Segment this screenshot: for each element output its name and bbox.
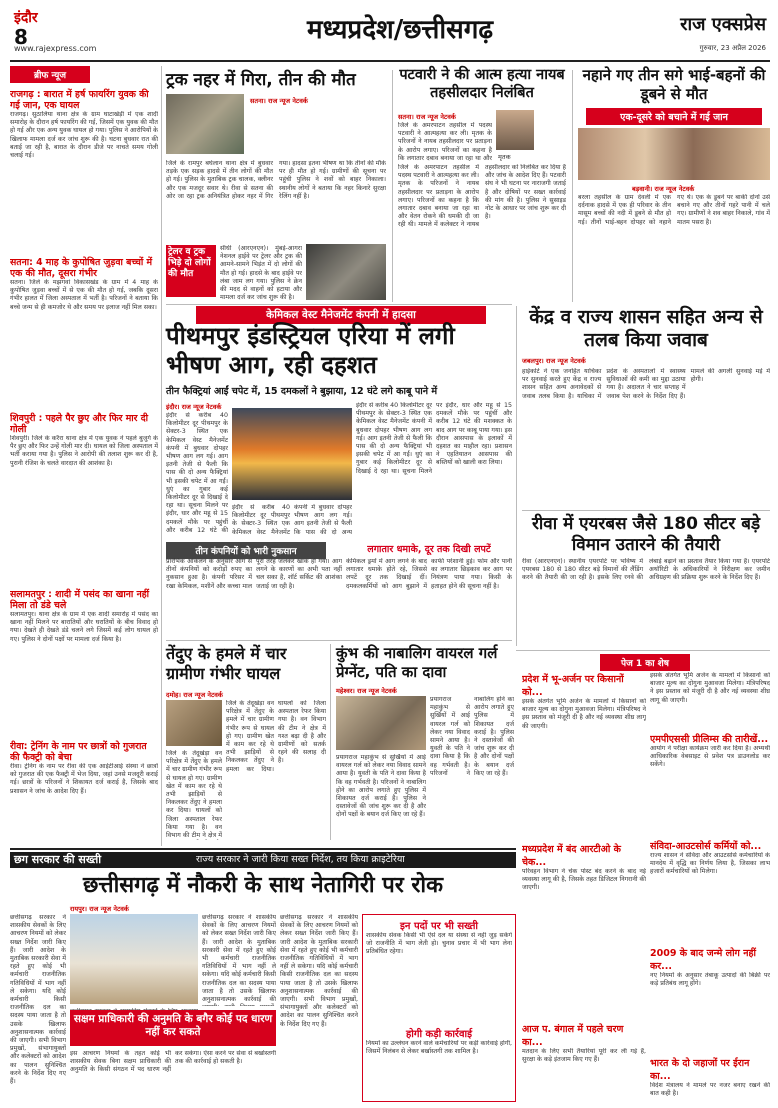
truck-body: जिले के रामपुर बघेलान थाना क्षेत्र में बुधवार तड़के एक सड़क हादसे में तीन लोगों की मौत हो गई। पुलिस के मुताबिक ट्रक चालक, क्लीनर और एक मजदूर सवार थे। रीवा से सतना की ओर जा रहा ट्रक अनियंत्रित होकर नहर में गिर गया। हादसा इतना भीषण था कि तीनों की मौके पर ही मौत हो गई। ग्रामीणों की सूचना पर पहुंची पुलिस ने शवों को बाहर निकाला। स्थानीय लोगों ने बताया कि नहर किनारे सुरक्षा रेलिंग नहीं है। [166, 160, 386, 200]
rewa-body: रीवा (आरएनएन)। स्थानीय एयरपोर्ट पर भविष्य में एयरबस 180 से 180 सीटर बड़े विमानों की लैंडिंग करने की तैयारी की जा रही है। इसके लिए रनवे की लंबाई बढ़ाने का प्रस्ताव तैयार किया गया है। एयरपोर्ट अथॉरिटी के अधिकारियों ने निरीक्षण कर जमीन अधिग्रहण की प्रक्रिया शुरू करने के निर्देश दिए हैं। [522, 558, 770, 582]
fire-body-col2: इंदौर से करीब 40 किलोमीटर दूर पीथमपुर के सेक्टर-3 स्थित एक केमिकल वेस्ट मैनेजमेंट कंपनी में बुधवार दोपहर भीषण आग लग गई। आग इतनी तेजी से फैली कि पास की दो अन्य [232, 504, 352, 536]
cg-byline: रायपुर। राज न्यूज नेटवर्क [70, 905, 129, 913]
fire-blast-body: केमिकल ड्रमों में आग लगने के बाद लगातार धमाके होते रहे, जिससे लपटें दूर तक दिखाई दीं। दमकलकर्मियों को आग बुझाने में काफी परेशानी हुई। फोम और पानी का लगातार छिड़काव कर आग पर नियंत्रण पाया गया। किसी के हताहत होने की सूचना नहीं है। [346, 558, 512, 590]
cg-body-col2: छत्तीसगढ़ सरकार ने शासकीय सेवकों के लिए आचरण नियमों को लेकर सख्त निर्देश जारी किए हैं। जारी आदेश के मुताबिक सरकारी सेवा में रहते हुए कोई भी कर्मचारी राजनीतिक गतिविधियों में भाग नहीं ले सकेगा। यदि कोई कर्मचारी किसी राजनीतिक दल का सदस्य पाया जाता है तो उसके खिलाफ अनुशासनात्मक कार्रवाई की [202, 914, 276, 1004]
column-divider [330, 644, 331, 840]
page1-col-left [522, 672, 646, 1096]
bath-headline: नहाने गए तीन सगे भाई-बहनों की डूबने से मौत [582, 66, 766, 103]
fire-loss-body: प्रारंभिक आंकलन के अनुसार आग से तीनों कंपनियों को करोड़ों रुपए का नुकसान हुआ है। कंपनी परिसर में रखा केमिकल, मशीनें और कच्चा माल पूरी तरह जलकर खाक हो गया। आग लगने के कारणों का अभी पता नहीं चल सका है, शॉर्ट सर्किट की आशंका जताई जा रही है। [166, 558, 342, 590]
section-divider [522, 510, 770, 511]
patwari-headline: पटवारी ने की आत्म हत्या नायब तहसीलदार निलंबित [399, 67, 565, 101]
page1-item-body: मतदान के लिए सभी तैयारियां पूरी कर ली गई हैं, सुरक्षा के कड़े इंतजाम किए गए हैं। [522, 1048, 646, 1064]
trailer-tag: ट्रेलर व ट्रक भिड़े दो लोगों की मौत [166, 245, 216, 297]
kumbh-photo [336, 696, 426, 750]
truck-photo [166, 94, 244, 154]
cg-action-head: होगी कड़ी कार्रवाई [405, 1029, 473, 1040]
cg-side-body: शासकीय सेवक किसी भी ऐसे दल या संस्था से नहीं जुड़ सकेंगे जो राजनीति में भाग लेती हो। चुनाव प्रचार में भी भाग लेना प्रतिबंधित रहेगा। [366, 932, 512, 956]
kumbh-headline: कुंभ की नाबालिग वायरल गर्ल प्रेग्नेंट, पति का दावा [336, 644, 498, 681]
page1-item-head: भारत के दो जहाजों पर ईरान का... [650, 1058, 750, 1082]
cg-photo [70, 914, 198, 1004]
fire-headline: पीथमपुर इंडस्ट्रियल एरिया में लगी भीषण आग, रही दहशत [166, 322, 455, 379]
brief-item [10, 589, 158, 735]
masthead-city [14, 8, 38, 47]
page1-item-body: विदेश मंत्रालय ने मामले पर नजर बनाए रखने की बात कही है। [650, 1082, 770, 1096]
center-byline: जबलपुर। राज न्यूज नेटवर्क [522, 357, 586, 365]
brief-item-body: सलामतपुर। थाना क्षेत्र के ग्राम में एक शादी समारोह में पसंद का खाना नहीं मिलने पर बारातियों और घरातियों के बीच विवाद हो गया। देखते ही देखते डंडे चलने लगे जिसमें कई लोग घायल हो गए। पुलिस ने दोनों पक्षों पर मामला दर्ज किया है। [10, 611, 158, 643]
bath-photo [578, 128, 770, 180]
brief-item [10, 257, 158, 407]
patwari-byline: सतना। राज न्यूज नेटवर्क [398, 113, 456, 121]
truck-headline: ट्रक नहर में गिरा, तीन की मौत [166, 70, 356, 90]
page1-item-head: मध्यप्रदेश में बंद आरटीओ के चेक... [522, 844, 621, 868]
kumbh-body: प्रयागराज महाकुंभ से सुर्खियों में आई वायरल गर्ल को लेकर नया विवाद सामने आया है। युवती के पति ने दावा किया है कि वह गर्भवती है। परिजनों ने नाबालिग होने का आरोप लगाते हुए पुलिस में शिकायत दर्ज कराई है। पुलिस ने दस्तावेजों की जांच शुरू कर दी है और दोनों पक्षों के बयान दर्ज किए जा रहे हैं। [430, 696, 514, 777]
tendu-photo [166, 700, 222, 746]
bath-body: बरला तहसील के ग्राम देवली में एक दर्दनाक हादसे में एक ही परिवार के तीन मासूम बच्चों की नदी में डूबने से मौत हो गई। तीनों भाई-बहन दोपहर को नहाने गए थे। एक के डूबने पर बाकी दोनों उसे बचाने गए और तीनों गहरे पानी में चले गए। ग्रामीणों ने शव बाहर निकाले, गांव में मातम पसरा है। [578, 194, 770, 226]
column-divider [392, 70, 393, 302]
page1-label: पेज 1 का शेष [600, 654, 690, 671]
cg-quote-body: इस आचरण नियमों के तहत कोई भी शासकीय सेवक बिना सक्षम प्राधिकारी की अनुमति के किसी संगठन में पद धारण नहीं कर सकेगा। ऐसा करने पर सेवा से बर्खास्तगी तक की कार्रवाई हो सकती है। [70, 1050, 276, 1074]
tendu-byline: दमोह। राज न्यूज नेटवर्क [166, 691, 223, 699]
fire-blast-label: लगातार धमाके, दूर तक दिखी लपटें [367, 544, 491, 555]
column-divider [516, 306, 517, 646]
bath-subhead: एक-दूसरे को बचाने में गई जान [586, 108, 762, 125]
truck-story [166, 70, 386, 90]
page1-item-head: एमपीएससी प्रीलिम्स की तारीखें... [650, 734, 769, 745]
brief-item [10, 413, 158, 583]
page1-col-right [650, 672, 770, 1096]
patwari-body: जिले के अमरपाटन तहसील में पदस्थ पटवारी ने आत्महत्या कर ली। मृतक के परिजनों ने नायब तहसीलदार पर प्रताड़ना के आरोप लगाए। परिजनों का कहना है कि लगातार दबाव बनाया जा रहा था और वेतन रोकने की धमकी दी जा रही थी। मामले में कलेक्टर ने नायब तहसीलदार को निलंबित कर दिया है और जांच के आदेश दिए हैं। पटवारी संघ ने भी घटना पर नाराजगी जताई है और दोषियों पर सख्त कार्रवाई की मांग की है। पुलिस ने सुसाइड नोट के आधार पर जांच शुरू कर दी है। [398, 164, 566, 229]
page1-item-body: नए नियमों के अनुसार तंबाकू उत्पादों की बिक्री पर कड़े प्रतिबंध लागू होंगे। [650, 972, 770, 988]
cg-banner-sub: राज्य सरकार ने जारी किया सख्त निर्देश, तय किया क्राइटेरिया [196, 854, 405, 865]
center-body: हाईकोर्ट ने एक जनहित याचिका पर सुनवाई करते हुए केंद्र व राज्य शासन सहित अन्य अनावेदकों से जवाब तलब किया है। याचिका में प्रदेश के अस्पतालों में स्वास्थ्य सुविधाओं की कमी का मुद्दा उठाया गया है। अदालत ने चार सप्ताह में जवाब पेश करने के निर्देश दिए हैं। मामले की अगली सुनवाई मई में होगी। [522, 368, 770, 400]
page1-item-body: इसके अंतर्गत भूमि अर्जन के मामलों में किसानों को बाजार मूल्य का दोगुना मुआवजा मिलेगा। मंत्रिपरिषद ने इस प्रस्ताव को मंजूरी दी है और नई व्यवस्था शीघ्र लागू की जाएगी। [650, 672, 770, 704]
section-divider [166, 640, 512, 641]
bath-byline: बड़वानी। राज न्यूज नेटवर्क [632, 185, 695, 193]
kumbh-byline: महेश्वर। राज न्यूज नेटवर्क [336, 687, 397, 695]
masthead-rule [10, 60, 770, 62]
section-title: मध्यप्रदेश/छत्तीसगढ़ [307, 15, 493, 45]
cg-body-col1: छत्तीसगढ़ सरकार ने शासकीय सेवकों के लिए आचरण नियमों को लेकर सख्त निर्देश जारी किए हैं। जारी आदेश के मुताबिक सरकारी सेवा में रहते हुए कोई भी कर्मचारी राजनीतिक गतिविधियों में भाग नहीं ले सकेगा। यदि कोई कर्मचारी किसी राजनीतिक दल का सदस्य पाया जाता है तो उसके खिलाफ अनुशासनात्मक कार्रवाई की जाएगी। सभी विभाग प्रमुखों, संभागायुक्तों और कलेक्टरों को आदेश का पालन सुनिश्चित करने के निर्देश दिए गए हैं। [10, 914, 66, 1086]
page1-item-head: संविदा-आउटसोर्स कर्मियों को... [650, 841, 762, 852]
fire-kicker: केमिकल वेस्ट मैनेजमेंट कंपनी में हादसा [196, 306, 486, 324]
fire-subhead: तीन फैक्ट्रियां आईं चपेट में, 15 दमकलों ने बुझाया, 12 घंटे लगे काबू पाने में [166, 386, 438, 397]
tendu-headline: तेंदुए के हमले में चार ग्रामीण गंभीर घायल [166, 644, 287, 683]
page-number: 8 [14, 25, 28, 49]
page1-item-head: प्रदेश में भू-अर्जन पर किसानों को... [522, 674, 624, 698]
tendu-body-lead: जिले के तेंदूखेड़ा वन परिक्षेत्र में तेंदुए के हमले में चार ग्रामीण गंभीर रूप से घायल हो गए। ग्रामीण खेत में काम कर रहे थे तभी झाड़ियों से निकलकर तेंदुए ने हमला कर दिया। घायलों को जिला अस्पताल रेफर किया गया है। वन विभाग की टीम ने क्षेत्र में [166, 750, 222, 840]
fire-body-col3: इंदौर से करीब 40 किलोमीटर दूर पीथमपुर के सेक्टर-3 स्थित एक केमिकल वेस्ट मैनेजमेंट कंपनी में बुधवार दोपहर भीषण आग लग गई। आग इतनी तेजी से फैली कि पास की दो अन्य फैक्ट्रियां भी इसकी चपेट में आ गईं। धुएं का गुबार कई किलोमीटर दूर से दिखाई दे रहा था। सूचना मिलने पर इंदौर, धार और महू से 15 दमकलें मौके पर पहुंचीं और करीब 12 घंटे की मशक्कत के बाद आग पर काबू पाया गया। इस दौरान आसपास के इलाकों में दहशत का माहौल रहा। प्रशासन ने एहतियातन आसपास की बस्तियों को खाली करा लिया। [356, 402, 512, 475]
page1-item-head: 2009 के बाद जन्मे लोग नहीं कर... [650, 948, 756, 972]
brief-item-body: शिवपुरी। जिले के करैरा थाना क्षेत्र में एक युवक ने पहले बुजुर्ग के पैर छुए और फिर उन्हें गोली मार दी। घायल को जिला अस्पताल में भर्ती कराया गया है। पुलिस ने आरोपी की तलाश शुरू कर दी है, पुरानी रंजिश के चलते वारदात की आशंका है। [10, 435, 158, 467]
column-divider [161, 66, 162, 846]
patwari-photo [496, 110, 534, 150]
patwari-caption: मृतक [498, 153, 511, 161]
cg-action-body: नियमों का उल्लंघन करने वाले कर्मचारियों पर कड़ी कार्रवाई होगी, जिसमें निलंबन से लेकर बर्खास्तगी तक शामिल है। [366, 1040, 512, 1056]
trailer-photo [306, 244, 386, 300]
kumbh-body-lead: प्रयागराज महाकुंभ से सुर्खियों में आई वायरल गर्ल को लेकर नया विवाद सामने आया है। युवती के पति ने दावा किया है कि वह गर्भवती है। परिजनों ने नाबालिग होने का आरोप लगाते हुए पुलिस में शिकायत दर्ज कराई है। पुलिस ने दस्तावेजों की जांच शुरू कर दी है और दोनों पक्षों के बयान दर्ज किए जा रहे हैं। [336, 754, 426, 819]
cg-banner-label: छग सरकार की सख्ती [14, 853, 102, 866]
fire-loss-label: तीन कंपनियों को भारी नुकसान [166, 542, 326, 559]
paper-name: राज एक्सप्रेस [680, 14, 766, 35]
brief-news-label: ब्रीफ न्यूज [10, 66, 90, 83]
truck-byline: सतना। राज न्यूज नेटवर्क [250, 97, 308, 105]
cg-sidebar [362, 914, 516, 1102]
section-divider [166, 304, 512, 305]
section-divider [10, 848, 516, 850]
page1-item-body: परिवहन विभाग ने चेक पोस्ट बंद करने के बाद नई व्यवस्था लागू की है, जिसके तहत डिजिटल निगरानी की जाएगी। [522, 868, 646, 892]
masthead-paper [606, 12, 766, 53]
fire-byline: इंदौर। राज न्यूज नेटवर्क [166, 403, 222, 411]
brief-item-body: रीवा। ट्रेनिंग के नाम पर रीवा की एक आईटीआई संस्था ने छात्रों को गुजरात की एक फैक्ट्री में भेज दिया, जहां उनसे मजदूरी कराई गई। छात्रों के परिजनों ने शिकायत दर्ज कराई है, जिसके बाद प्रशासन ने जांच के आदेश दिए हैं। [10, 763, 158, 795]
page1-item-body: आयोग ने परीक्षा कार्यक्रम जारी कर दिया है। अभ्यर्थी आधिकारिक वेबसाइट से प्रवेश पत्र डाउनलोड कर सकेंगे। [650, 745, 770, 769]
section-divider [516, 650, 770, 651]
trailer-body: सीधी (आरएनएन)। मुंबई-आगरा नेशनल हाईवे पर ट्रेलर और ट्रक की आमने-सामने भिड़ंत में दो लोगों की मौत हो गई। हादसे के बाद हाईवे पर लंबा जाम लग गया। पुलिस ने क्रेन की मदद से वाहनों को हटाया और मामला दर्ज कर जांच शुरू की है। [220, 245, 302, 301]
page1-item-head: आज प. बंगाल में पहले चरण का... [522, 1024, 624, 1048]
fire-body-col1: इंदौर से करीब 40 किलोमीटर दूर पीथमपुर के सेक्टर-3 स्थित एक केमिकल वेस्ट मैनेजमेंट कंपनी में बुधवार दोपहर भीषण आग लग गई। आग इतनी तेजी से फैली कि पास की दो अन्य फैक्ट्रियां भी इसकी चपेट में आ गईं। धुएं का गुबार कई किलोमीटर दूर से दिखाई दे रहा था। सूचना मिलने पर इंदौर, धार और महू से 15 दमकलें मौके पर पहुंचीं और करीब 12 घंटे की [166, 412, 228, 534]
brief-item-body: राजगढ़। सुठालिया थाना क्षेत्र के ग्राम घाटाखेड़ी में एक शादी समारोह के दौरान हर्ष फायरिंग की गई, जिसमें एक युवक की मौत हो गई और एक अन्य युवक घायल हो गया। पुलिस ने आरोपियों के खिलाफ मामला दर्ज कर जांच शुरू की है। घटना बुधवार रात की बताई जा रही है, बारात के दौरान डीजे पर नाचते समय गोली चलाई गई। [10, 111, 158, 160]
brief-item-head: सतना: 4 माह के कुपोषित जुड़वा बच्चों में एक की मौत, दूसरा गंभीर [10, 257, 153, 279]
brief-news-column [10, 66, 158, 846]
tendu-body: जिले के तेंदूखेड़ा वन परिक्षेत्र में तेंदुए के हमले में चार ग्रामीण गंभीर रूप से घायल हो गए। ग्रामीण खेत में काम कर रहे थे तभी झाड़ियों से निकलकर तेंदुए ने हमला कर दिया। घायलों को जिला अस्पताल रेफर किया गया है। वन विभाग की टीम ने क्षेत्र में गश्त बढ़ा दी है और ग्रामीणों को सतर्क रहने की सलाह दी है। [226, 700, 326, 773]
brief-item [10, 89, 158, 251]
brief-item [10, 741, 158, 843]
issue-date: गुरुवार, 23 अप्रैल 2026 [699, 44, 766, 52]
cg-side-head: इन पदों पर भी सख्ती [400, 921, 478, 932]
cg-headline: छत्तीसगढ़ में नौकरी के साथ नेतागिरी पर रोक [82, 873, 444, 898]
brief-item-head: रीवा: ट्रेनिंग के नाम पर छात्रों को गुजरात की फैक्ट्री को बेचा [10, 741, 147, 763]
page1-item-body: इसके अंतर्गत भूमि अर्जन के मामलों में किसानों को बाजार मूल्य का दोगुना मुआवजा मिलेगा। मंत्रिपरिषद ने इस प्रस्ताव को मंजूरी दी है और नई व्यवस्था शीघ्र लागू की जाएगी। [522, 698, 646, 730]
cg-body-col3: छत्तीसगढ़ सरकार ने शासकीय सेवकों के लिए आचरण नियमों को लेकर सख्त निर्देश जारी किए हैं। जारी आदेश के मुताबिक सरकारी सेवा में रहते हुए कोई भी कर्मचारी राजनीतिक गतिविधियों में भाग नहीं ले सकेगा। यदि कोई कर्मचारी किसी राजनीतिक दल का सदस्य पाया जाता है तो उसके खिलाफ अनुशासनात्मक कार्रवाई की जाएगी। सभी विभाग प्रमुखों, संभागायुक्तों और कलेक्टरों को आदेश का पालन सुनिश्चित करने के निर्देश दिए गए हैं। [280, 914, 358, 1028]
brief-item-head: सलामतपुर : शादी में पसंद का खाना नहीं मिला तो डंडे चले [10, 589, 150, 611]
cg-quote: सक्षम प्राधिकारी की अनुमति के बगैर कोई पद धारण नहीं कर सकते [70, 1010, 276, 1046]
column-divider [572, 70, 573, 302]
site-url[interactable]: www.rajexpress.com [14, 44, 97, 53]
page1-item-body: राज्य शासन ने संविदा और आउटसोर्स कर्मचारियों के मानदेय में वृद्धि का निर्णय लिया है, जिसका लाभ हजारों कर्मचारियों को मिलेगा। [650, 852, 770, 876]
patwari-body-lead: जिले के अमरपाटन तहसील में पदस्थ पटवारी ने आत्महत्या कर ली। मृतक के परिजनों ने नायब तहसीलदार पर प्रताड़ना के आरोप लगाए। परिजनों का कहना है कि लगातार दबाव बनाया जा रहा था और [398, 122, 492, 162]
brief-item-body: सतना। जिले के मझगवां विकासखंड के ग्राम में 4 माह के कुपोषित जुड़वा बच्चों में से एक की मौत हो गई, जबकि दूसरा गंभीर हालत में जिला अस्पताल में भर्ती है। परिजनों ने बताया कि बच्चे जन्म से ही कमजोर थे और समय पर इलाज नहीं मिल सका। [10, 279, 158, 311]
fire-photo [232, 408, 352, 500]
center-headline: केंद्र व राज्य शासन सहित अन्य से तलब किया जवाब [529, 306, 763, 351]
brief-item-head: राजगढ़ : बारात में हर्ष फायरिंग युवक की गई जान, एक घायल [10, 89, 149, 111]
rewa-headline: रीवा में एयरबस जैसे 180 सीटर बड़े विमान उतारने की तैयारी [531, 514, 761, 555]
brief-item-head: शिवपुरी : पहले पैर छुए और फिर मार दी गोली [10, 413, 149, 435]
city-name: इंदौर [14, 10, 38, 26]
